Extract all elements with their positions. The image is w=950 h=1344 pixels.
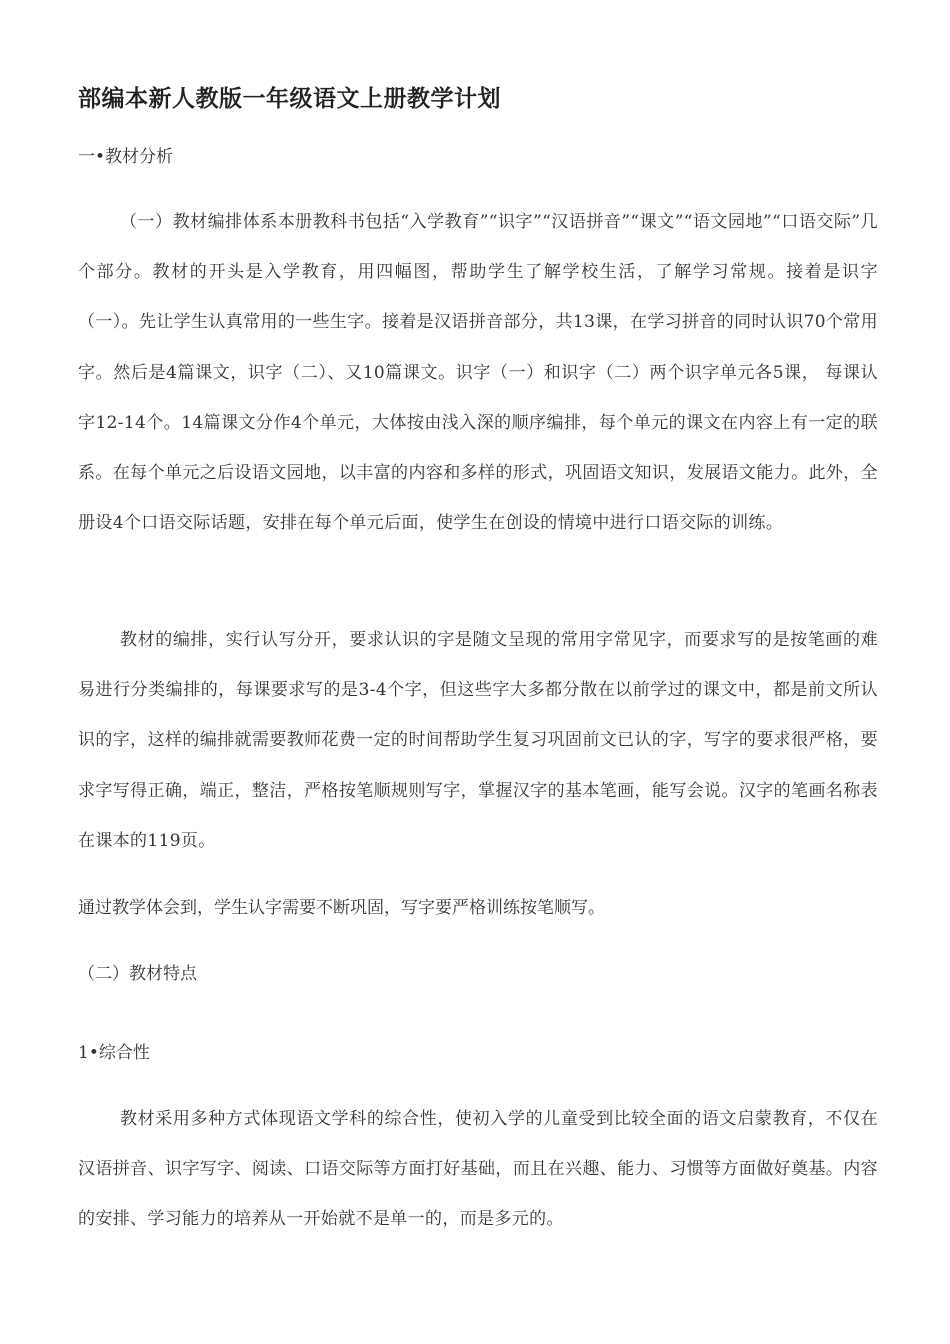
- paragraph-textbook-structure: （一）教材编排体系本册教科书包括“入学教育”“识字”“汉语拼音”“课文”“语文园地”“口语交际”几个部分。教材的开头是入学教育，用四幅图，帮助学生了解学校生活，了解学习常规。接着是识字（一）。先让学生认真常用的一些生字。接着是汉语拼音部分，共13课，在学习拼音的同时认识70个常用字。然后是4篇课文，识字（二）、又10篇课文。识字（一）和识字（二）两个识字单元各5课， 每课认字12-14个。14篇课文分作4个单元，大体按由浅入深的顺序编排，每个单元的课文在内容上有一定的联系。在每个单元之后设语文园地，以丰富的内容和多样的形式，巩固语文知识，发展语文能力。此外，全册设4个口语交际话题，安排在每个单元后面，使学生在创设的情境中进行口语交际的训练。: [78, 212, 878, 534]
- paragraph-comprehensiveness: 教材采用多种方式体现语文学科的综合性，使初入学的儿童受到比较全面的语文启蒙教育，不仅在汉语拼音、识字写字、阅读、口语交际等方面打好基础，而且在兴趣、能力、习惯等方面做好奠基。内容的安排、学习能力的培养从一开始就不是单一的，而是多元的。: [78, 1109, 878, 1230]
- subsection-heading-textbook-features: （二）教材特点: [78, 964, 197, 984]
- paragraph-teaching-experience: 通过教学体会到，学生认字需要不断巩固，写字要严格训练按笔顺写。: [78, 898, 605, 918]
- paragraph-character-arrangement: 教材的编排，实行认写分开，要求认识的字是随文呈现的常用字常见字，而要求写的是按笔画的难易进行分类编排的，每课要求写的是3-4个字，但这些字大多都分散在以前学过的课文中，都是前文所认识的字，这样的编排就需要教师花费一定的时间帮助学生复习巩固前文已认的字，写字的要求很严格，要求字写得正确，端正，整洁，严格按笔顺规则写字，掌握汉字的基本笔画，能写会说。汉字的笔画名称表在课本的119页。: [78, 630, 878, 851]
- document-title: 部编本新人教版一年级语文上册教学计划: [78, 86, 501, 112]
- section-heading-textbook-analysis: 一•教材分析: [78, 147, 174, 167]
- point-heading-comprehensiveness: 1•综合性: [78, 1043, 150, 1063]
